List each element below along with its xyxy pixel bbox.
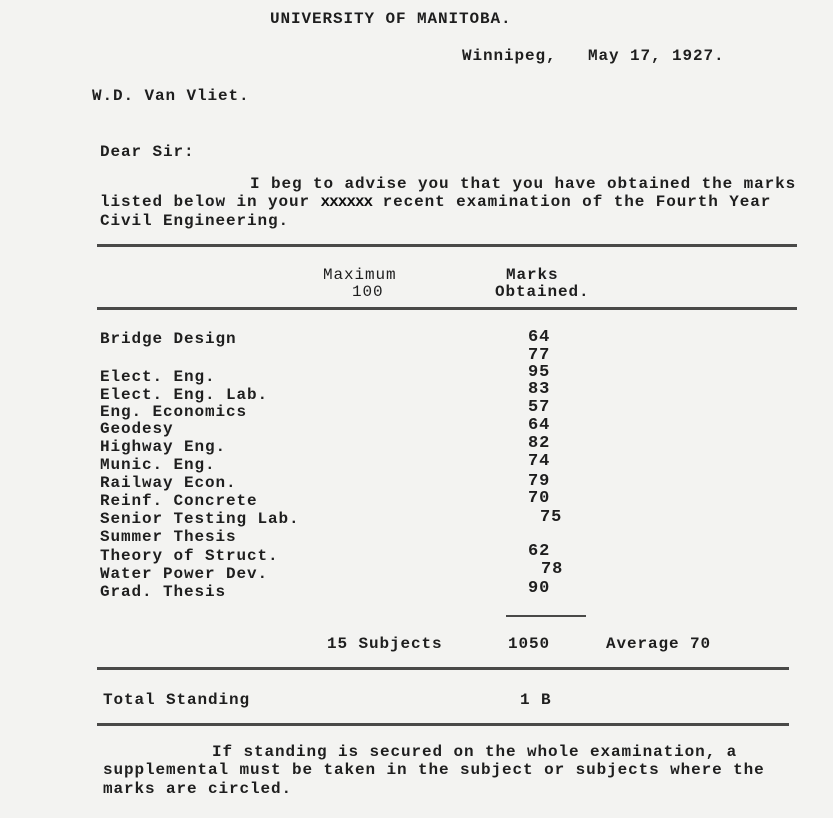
subject-name: Water Power Dev. (100, 565, 269, 583)
subject-name: Railway Econ. (100, 474, 237, 492)
subject-mark: 82 (528, 434, 551, 453)
divider (97, 667, 789, 670)
standing-value: 1 B (520, 691, 552, 709)
footer-line-3: marks are circled. (103, 780, 293, 798)
standing-label: Total Standing (103, 691, 251, 709)
max-value: 100 (352, 283, 384, 301)
struck-word: xxxxxx (320, 193, 373, 211)
subject-count: 15 Subjects (327, 635, 443, 653)
subject-mark: 57 (528, 398, 551, 417)
subject-mark: 77 (528, 346, 551, 365)
subject-mark: 75 (540, 508, 563, 527)
sum-rule (506, 615, 586, 617)
divider (97, 307, 797, 310)
subject-name: Elect. Eng. Lab. (100, 386, 269, 404)
subject-mark: 90 (528, 579, 551, 598)
divider (97, 244, 797, 247)
footer-line-2: supplemental must be taken in the subject or subjects where the (103, 761, 765, 779)
marks-label-2: Obtained. (495, 283, 590, 301)
institution-heading: UNIVERSITY OF MANITOBA. (270, 10, 512, 28)
subject-mark: 64 (528, 328, 551, 347)
subject-name: Munic. Eng. (100, 456, 216, 474)
marks-label: Marks (506, 266, 559, 284)
subject-mark: 62 (528, 542, 551, 561)
marks-total: 1050 (508, 635, 551, 653)
footer-line-1: If standing is secured on the whole examination, a (212, 743, 738, 761)
subject-name: Grad. Thesis (100, 583, 227, 601)
subject-mark: 83 (528, 380, 551, 399)
subject-name: Theory of Struct. (100, 547, 279, 565)
intro-line-3: Civil Engineering. (100, 212, 290, 230)
recipient: W.D. Van Vliet. (92, 87, 250, 105)
subject-name: Summer Thesis (100, 528, 237, 546)
intro-text: listed below in your (100, 193, 321, 211)
subject-name: Geodesy (100, 420, 174, 438)
intro-line-2 (100, 193, 771, 211)
subject-name: Senior Testing Lab. (100, 510, 300, 528)
subject-mark: 64 (528, 416, 551, 435)
max-label: Maximum (323, 266, 397, 284)
subject-mark: 74 (528, 452, 551, 471)
intro-text: recent examination of the Fourth Year (372, 193, 772, 211)
salutation: Dear Sir: (100, 143, 195, 161)
subject-mark: 79 (528, 472, 551, 491)
average: Average 70 (606, 635, 712, 653)
subject-mark: 95 (528, 363, 551, 382)
divider (97, 723, 789, 726)
subject-mark: 70 (528, 489, 551, 508)
intro-line-1: I beg to advise you that you have obtained the marks (250, 175, 797, 193)
subject-name: Reinf. Concrete (100, 492, 258, 510)
subject-name: Elect. Eng. (100, 368, 216, 386)
subject-name: Highway Eng. (100, 438, 227, 456)
subject-mark: 78 (541, 560, 564, 579)
subject-name: Bridge Design (100, 330, 237, 348)
subject-name: Eng. Economics (100, 403, 248, 421)
place-date: Winnipeg, May 17, 1927. (462, 47, 725, 65)
